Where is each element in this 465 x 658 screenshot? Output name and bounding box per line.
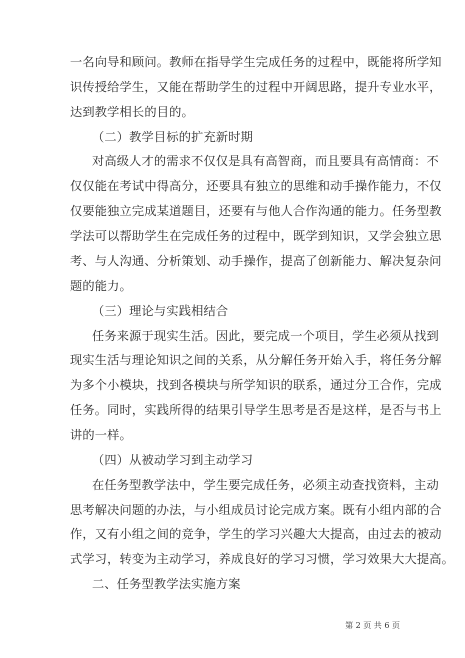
paragraph-line: 学法可以帮助学生在完成任务的过程中，既学到知识，又学会独立思 (70, 229, 442, 243)
section-heading: （三）理论与实践相结合 (92, 304, 229, 318)
paragraph-line: 任务。同时，实践所得的结果引导学生思考是否是这样，是否与书上 (70, 403, 442, 417)
paragraph-line: 对高级人才的需求不仅仅是具有高智商，而且要具有高情商：不 (92, 154, 439, 168)
paragraph-line: 一名向导和顾问。教师在指导学生完成任务的过程中，既能将所学知 (70, 55, 442, 69)
paragraph-line: 达到教学相长的目的。 (70, 105, 194, 119)
chapter-heading: 二、任务型教学法实施方案 (92, 577, 241, 591)
paragraph-line: 思考解决问题的办法，与小组成员讨论完成方案。既有小组内部的合 (70, 503, 442, 517)
paragraph-line: 式学习，转变为主动学习，养成良好的学习习惯，学习效果大大提高。 (70, 552, 455, 566)
page-number: 第 2 页 共 6 页 (345, 621, 400, 630)
paragraph-line: 任务来源于现实生活。因此，要完成一个项目，学生必须从找到 (92, 329, 439, 343)
paragraph-line: 仅要能独立完成某道题目，还要有与他人合作沟通的能力。任务型教 (70, 204, 442, 218)
paragraph-line: 为多个小模块，找到各模块与所学知识的联系，通过分工合作，完成 (70, 378, 442, 392)
section-heading: （四）从被动学习到主动学习 (92, 453, 254, 467)
paragraph-line: 仅仅能在考试中得高分，还要具有独立的思维和动手操作能力，不仅 (70, 179, 442, 193)
paragraph-line: 考、与人沟通、分析策划、动手操作，提高了创新能力、解决复杂问 (70, 254, 442, 268)
paragraph-line: 讲的一样。 (70, 428, 132, 442)
paragraph-line: 现实生活与理论知识之间的关系，从分解任务开始入手，将任务分解 (70, 353, 442, 367)
paragraph-line: 在任务型教学法中，学生要完成任务，必须主动查找资料，主动 (92, 478, 439, 492)
paragraph-line: 作，又有小组之间的竞争，学生的学习兴趣大大提高，由过去的被动 (70, 527, 442, 541)
section-heading: （二）教学目标的扩充新时期 (92, 130, 254, 144)
paragraph-line: 识传授给学生，又能在帮助学生的过程中开阔思路，提升专业水平， (70, 80, 442, 94)
paragraph-line: 题的能力。 (70, 279, 132, 293)
